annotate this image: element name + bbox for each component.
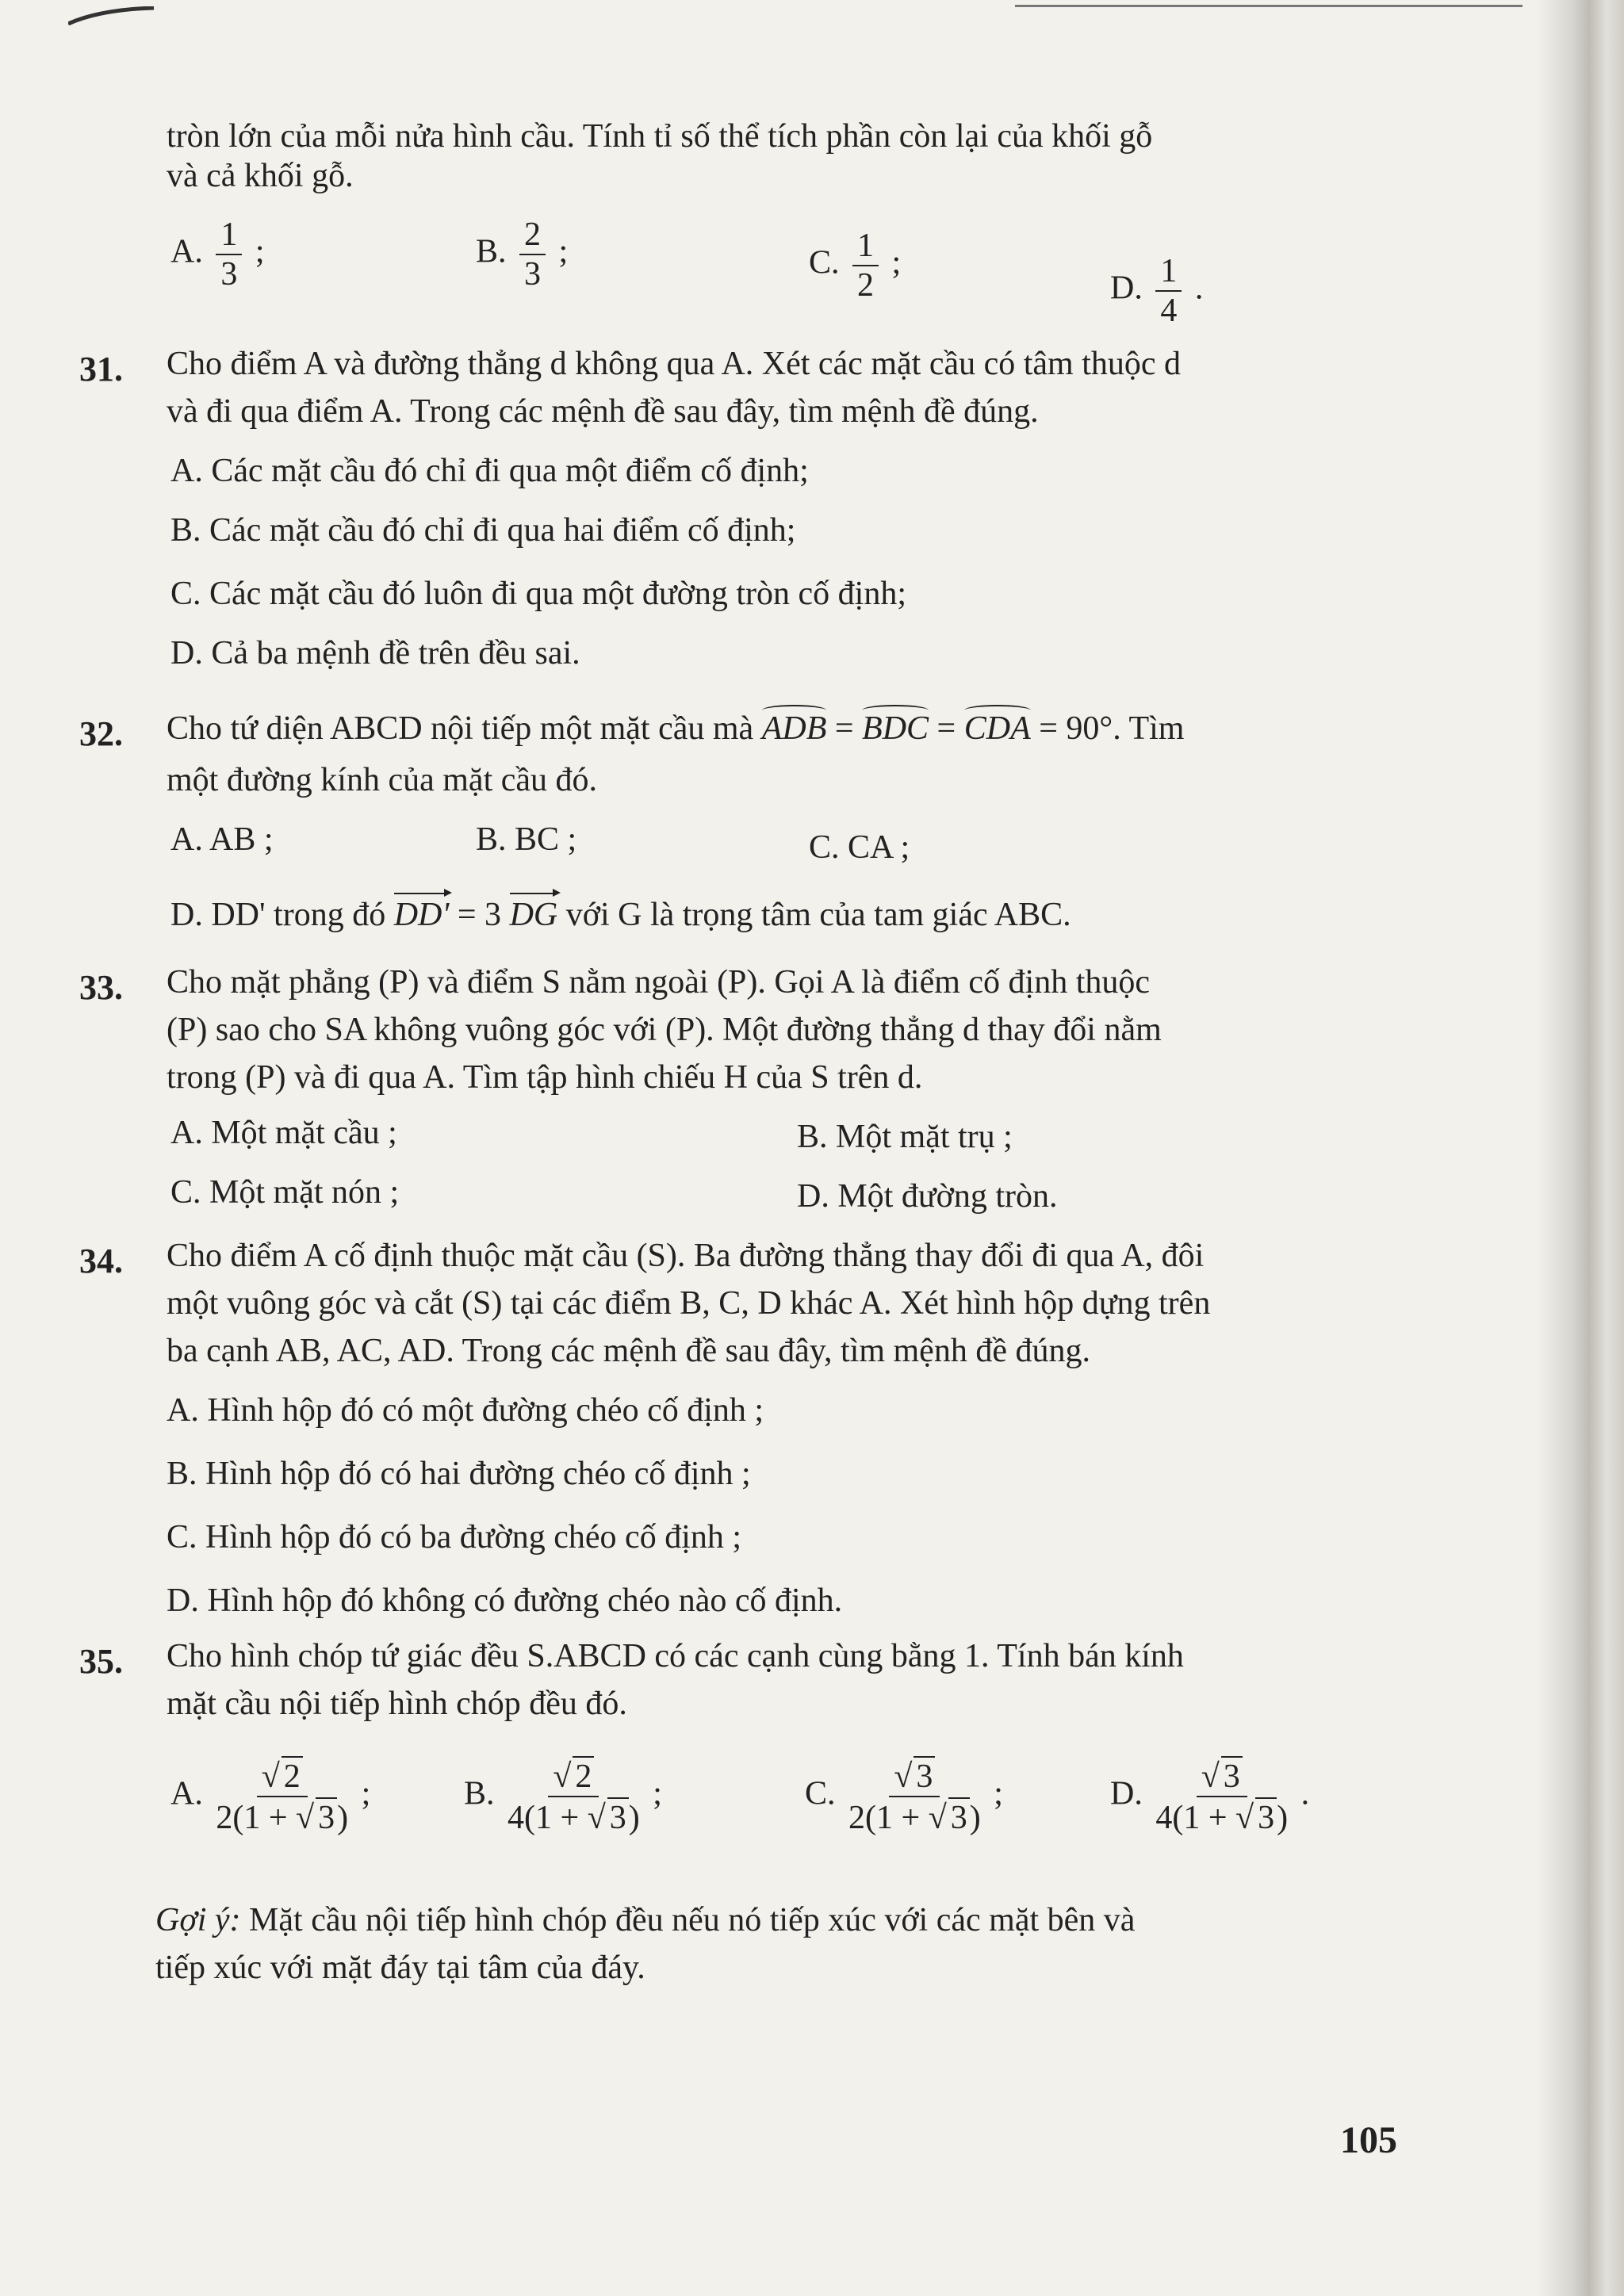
radicand: 3 <box>316 1797 337 1837</box>
intro-option-a <box>170 216 265 293</box>
radicand: 3 <box>914 1756 935 1796</box>
question-32-number: 32. <box>79 714 123 753</box>
radicand: 2 <box>573 1756 594 1796</box>
intro-line-2: và cả khối gỗ. <box>167 158 354 194</box>
q34-option-c: C. Hình hộp đó có ba đường chéo cố định ; <box>167 1519 742 1556</box>
radicand: 3 <box>607 1797 629 1837</box>
option-label: D. <box>1110 1775 1143 1812</box>
q32-option-d-end: với G là trọng tâm của tam giác ABC. <box>557 897 1071 933</box>
q33-option-d: D. Một đường tròn. <box>797 1178 1058 1215</box>
denominator: 2(1 + √ 3) <box>848 1797 981 1837</box>
intro-option-d <box>1110 252 1203 330</box>
den-pre: 2(1 + <box>216 1800 297 1836</box>
option-label: D. <box>1110 270 1143 307</box>
q35-hint-line-2: tiếp xúc với mặt đáy tại tâm của đáy. <box>155 1950 645 1986</box>
q35-option-d <box>1110 1756 1309 1837</box>
den-post: ) <box>337 1800 349 1836</box>
q35-option-a <box>170 1756 370 1837</box>
radicand: 3 <box>1221 1756 1243 1796</box>
denominator: 2(1 + √ 3) <box>216 1797 348 1837</box>
binding-edge <box>1537 0 1624 2296</box>
numerator: √ 2 <box>548 1756 599 1797</box>
q33-line-3: trong (P) và đi qua A. Tìm tập hình chiếu H của S trên d. <box>167 1059 923 1096</box>
option-label: C. <box>809 244 840 281</box>
top-rule <box>1015 5 1522 7</box>
intro-option-b <box>476 216 568 293</box>
q32-line-2: một đường kính của mặt cầu đó. <box>167 762 598 798</box>
question-31-number: 31. <box>79 350 123 388</box>
option-tail: ; <box>653 1775 662 1812</box>
q35-line-2: mặt cầu nội tiếp hình chóp đều đó. <box>167 1686 627 1722</box>
option-tail: ; <box>255 233 265 270</box>
denominator: 4(1 + √ 3) <box>1155 1797 1288 1837</box>
q31-line-2: và đi qua điểm A. Trong các mệnh đề sau đây, tìm mệnh đề đúng. <box>167 393 1039 430</box>
q32-text: Cho tứ diện ABCD nội tiếp một mặt cầu mà <box>167 710 762 747</box>
option-tail: ; <box>994 1775 1003 1812</box>
q31-option-a: A. Các mặt cầu đó chỉ đi qua một điểm cố định; <box>170 453 809 489</box>
fraction <box>852 227 879 304</box>
option-tail: . <box>1300 1775 1310 1812</box>
radicand: 2 <box>282 1756 303 1796</box>
page-number: 105 <box>1340 2119 1397 2161</box>
angle-cda: CDA <box>963 710 1031 747</box>
option-tail: . <box>1194 270 1204 307</box>
q33-line-1: Cho mặt phẳng (P) và điểm S nằm ngoài (P). Gọi A là điểm cố định thuộc <box>167 964 1151 1001</box>
intro-line-1: tròn lớn của mỗi nửa hình cầu. Tính tỉ số thể tích phần còn lại của khối gỗ <box>167 118 1153 155</box>
option-tail: ; <box>361 1775 371 1812</box>
q32-option-c: C. CA ; <box>809 829 910 866</box>
intro-option-c <box>809 227 901 304</box>
vector-dd: DD' <box>393 897 450 933</box>
q35-option-b <box>464 1756 662 1837</box>
numerator: 2 <box>519 216 546 255</box>
numerator: √ 3 <box>889 1756 940 1797</box>
angle-adb: ADB <box>761 710 827 747</box>
q34-option-b: B. Hình hộp đó có hai đường chéo cố định ; <box>167 1456 751 1492</box>
q33-line-2: (P) sao cho SA không vuông góc với (P). Một đường thẳng d thay đổi nằm <box>167 1012 1162 1048</box>
option-label: B. <box>476 233 507 270</box>
q33-option-a: A. Một mặt cầu ; <box>170 1115 397 1151</box>
q33-option-c: C. Một mặt nón ; <box>170 1174 400 1211</box>
option-label: C. <box>805 1775 836 1812</box>
fraction <box>848 1756 981 1837</box>
hint-label: Gợi ý: <box>155 1902 241 1938</box>
fraction <box>1155 252 1182 330</box>
q32-option-b: B. BC ; <box>476 821 577 858</box>
den-post: ) <box>628 1800 640 1836</box>
q34-line-3: ba cạnh AB, AC, AD. Trong các mệnh đề sau đây, tìm mệnh đề đúng. <box>167 1333 1090 1369</box>
q34-line-2: một vuông góc và cắt (S) tại các điểm B, C, D khác A. Xét hình hộp dựng trên <box>167 1285 1211 1322</box>
den-post: ) <box>969 1800 981 1836</box>
den-pre: 4(1 + <box>508 1800 588 1836</box>
option-label: A. <box>170 1775 203 1812</box>
q34-line-1: Cho điểm A cố định thuộc mặt cầu (S). Ba đường thẳng thay đổi đi qua A, đôi <box>167 1238 1205 1274</box>
option-tail: ; <box>891 244 902 281</box>
numerator: √ 2 <box>257 1756 308 1797</box>
question-34-number: 34. <box>79 1242 123 1280</box>
option-label: B. <box>464 1775 495 1812</box>
angle-bdc: BDC <box>862 710 929 747</box>
den-pre: 2(1 + <box>848 1800 929 1836</box>
denominator: 4(1 + √ 3) <box>508 1797 640 1837</box>
den-pre: 4(1 + <box>1155 1800 1236 1836</box>
vector-dg: DG <box>509 897 558 933</box>
option-tail: ; <box>558 233 569 270</box>
denominator: 3 <box>524 256 542 293</box>
numerator: 1 <box>1155 252 1182 292</box>
denominator: 3 <box>220 256 238 293</box>
q35-line-1: Cho hình chóp tứ giác đều S.ABCD có các cạnh cùng bằng 1. Tính bán kính <box>167 1638 1184 1674</box>
question-33-number: 33. <box>79 968 123 1007</box>
radicand: 3 <box>948 1797 970 1837</box>
fraction <box>519 216 546 293</box>
fraction <box>508 1756 640 1837</box>
option-label: A. <box>170 233 203 270</box>
denominator: 4 <box>1160 293 1178 329</box>
fraction <box>216 1756 348 1837</box>
q31-option-d: D. Cả ba mệnh đề trên đều sai. <box>170 635 580 672</box>
q32-line-1: Cho tứ diện ABCD nội tiếp một mặt cầu mà ADB = BDC = CDA = 90°. Tìm <box>167 710 1185 747</box>
q31-line-1: Cho điểm A và đường thẳng d không qua A. Xét các mặt cầu có tâm thuộc d <box>167 346 1182 382</box>
numerator: 1 <box>852 227 879 266</box>
page-corner-mark <box>68 6 155 25</box>
q33-option-b: B. Một mặt trụ ; <box>797 1119 1013 1155</box>
q32-text-end: = 90°. Tìm <box>1030 710 1185 747</box>
fraction <box>1155 1756 1288 1837</box>
q32-option-a: A. AB ; <box>170 821 274 858</box>
den-post: ) <box>1277 1800 1289 1836</box>
q35-hint-line-1 <box>155 1901 1135 1939</box>
q35-option-c <box>805 1756 1003 1837</box>
fraction <box>216 216 242 293</box>
q32-option-d <box>170 896 1071 934</box>
q34-option-a: A. Hình hộp đó có một đường chéo cố định ; <box>167 1392 764 1429</box>
q31-option-b: B. Các mặt cầu đó chỉ đi qua hai điểm cố định; <box>170 512 796 549</box>
numerator: 1 <box>216 216 242 255</box>
denominator: 2 <box>857 267 875 304</box>
question-35-number: 35. <box>79 1642 123 1681</box>
q31-option-c: C. Các mặt cầu đó luôn đi qua một đường tròn cố định; <box>170 576 906 612</box>
hint-text: Mặt cầu nội tiếp hình chóp đều nếu nó tiếp xúc với các mặt bên và <box>240 1902 1136 1938</box>
numerator: √ 3 <box>1197 1756 1247 1797</box>
q32-option-d-mid: = 3 <box>449 897 510 933</box>
radicand: 3 <box>1255 1797 1277 1837</box>
q32-option-d-text: D. DD' trong đó <box>170 897 394 933</box>
q34-option-d: D. Hình hộp đó không có đường chéo nào cố định. <box>167 1582 843 1619</box>
